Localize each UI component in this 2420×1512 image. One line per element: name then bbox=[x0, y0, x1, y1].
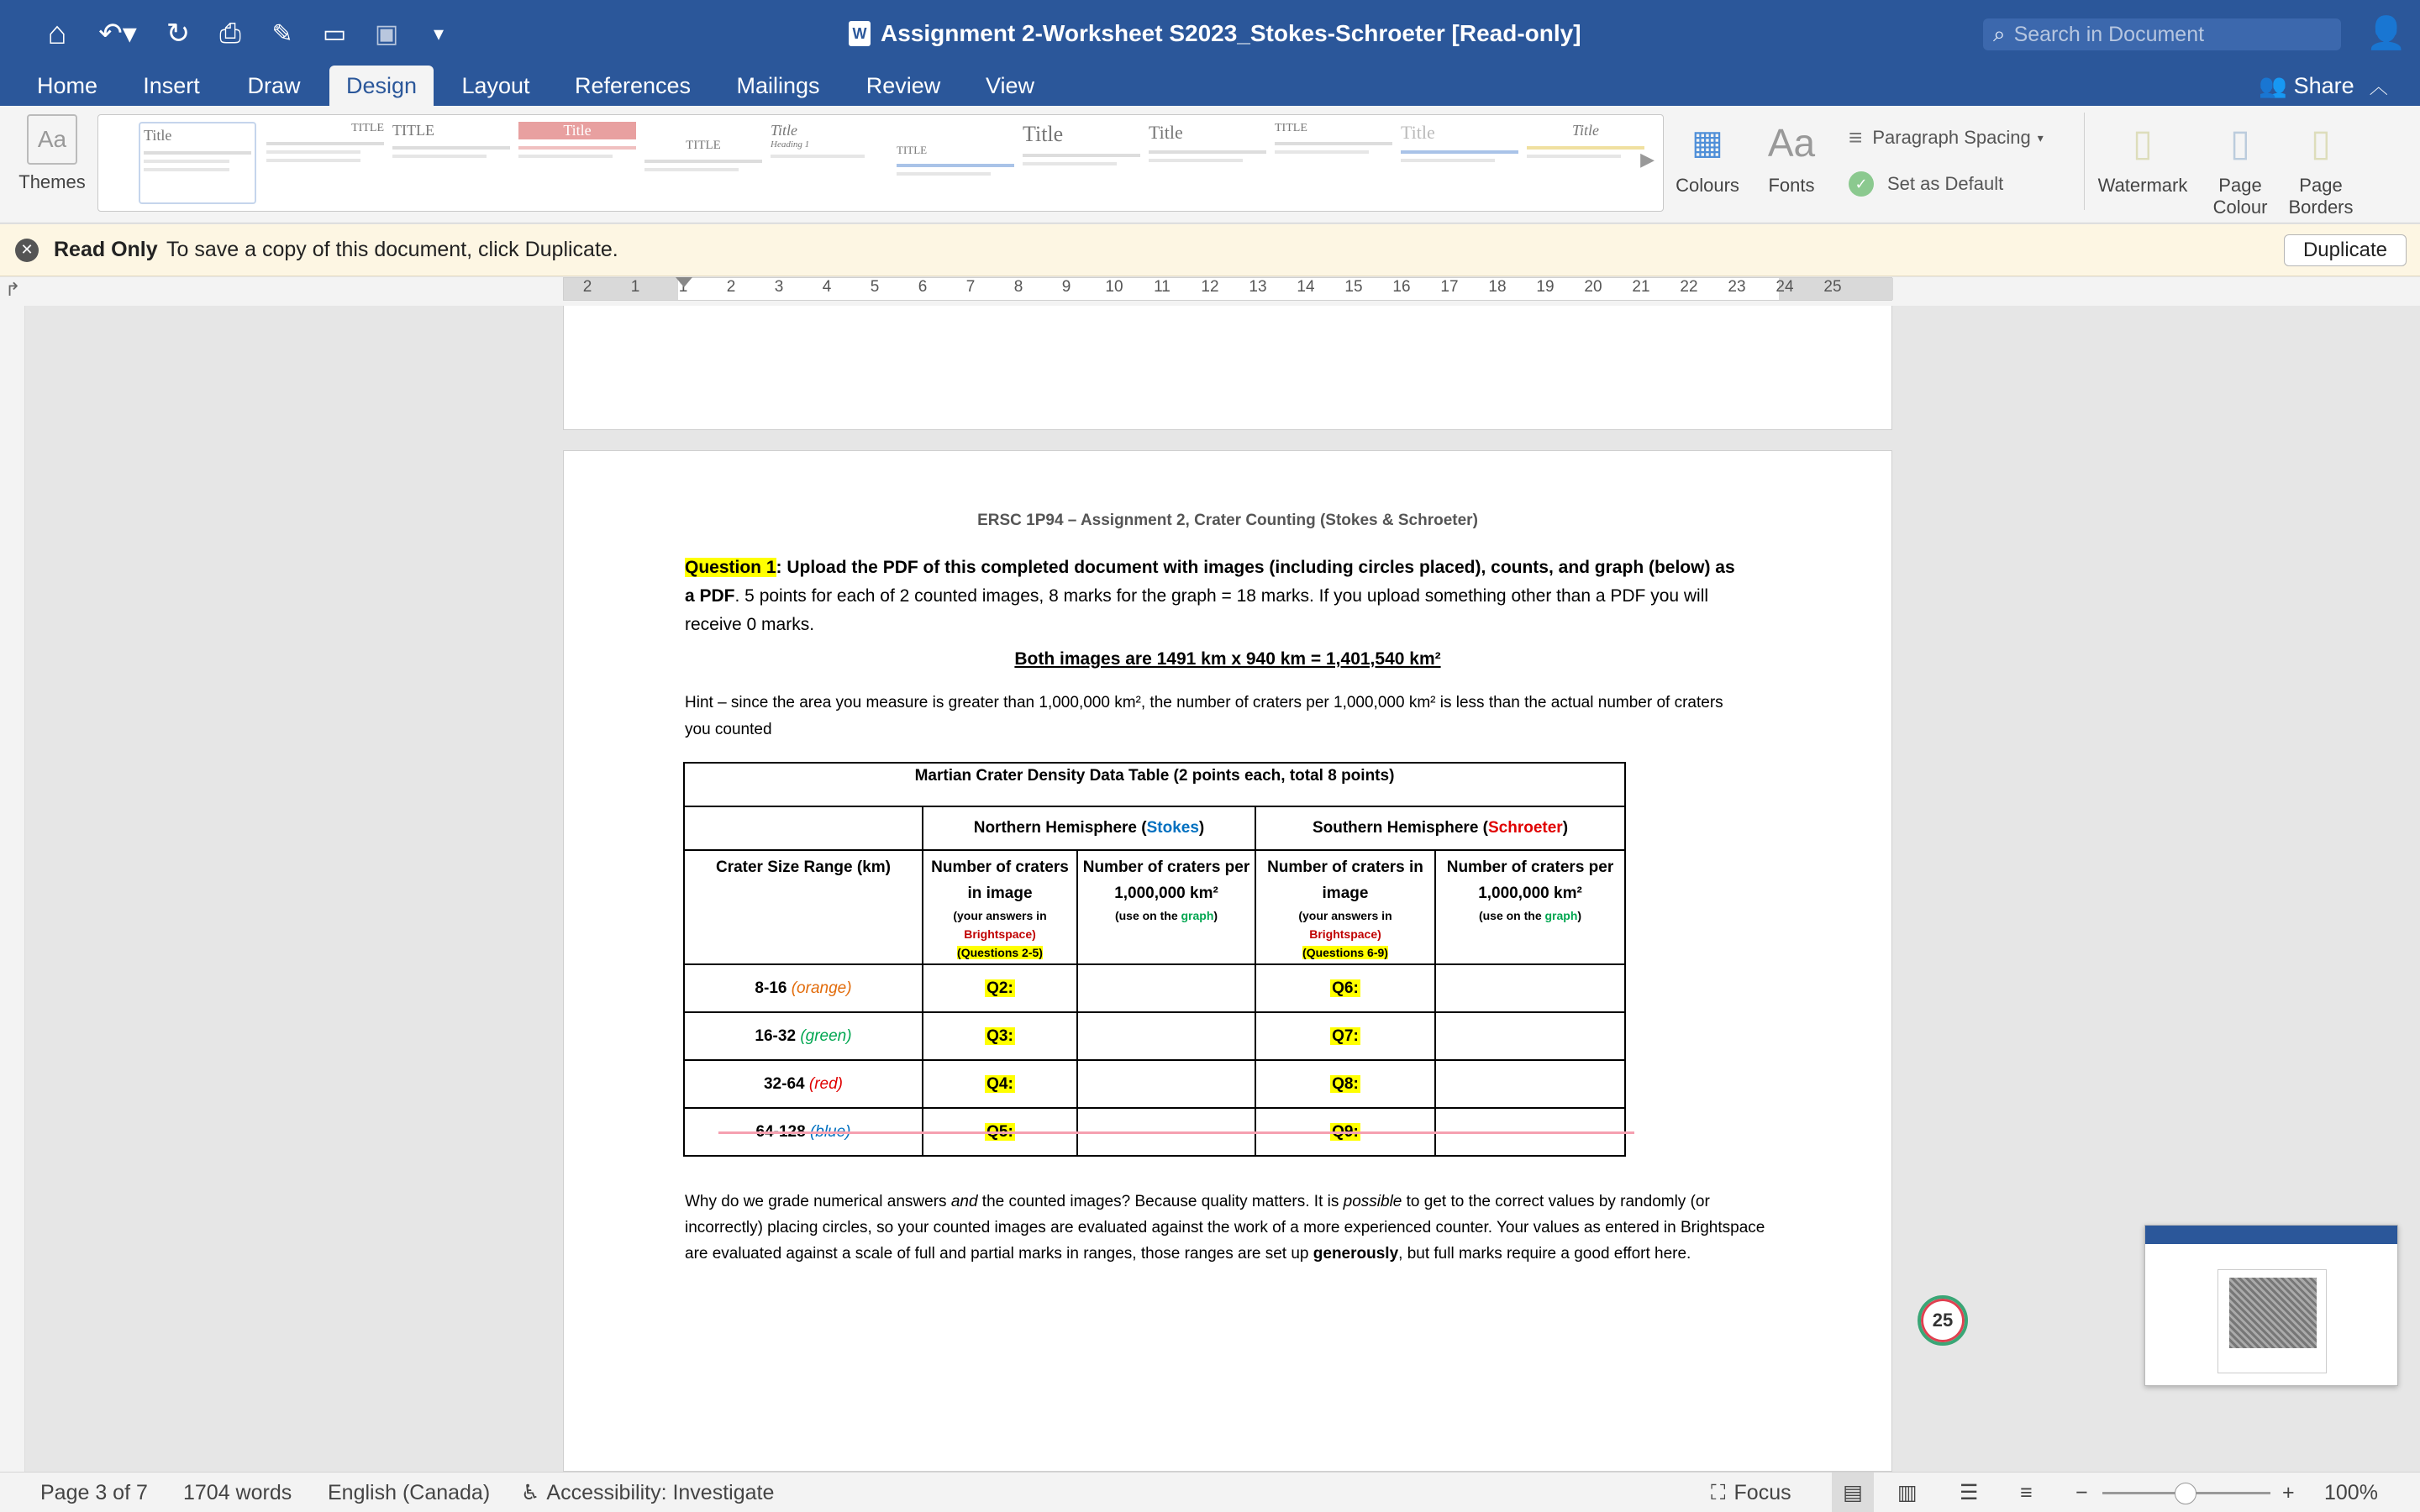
document-title: W Assignment 2-Worksheet S2023_Stokes-Schroeter [Read-only] bbox=[849, 15, 1581, 52]
ruler-number: 3 bbox=[774, 278, 784, 296]
fonts-icon: Aa bbox=[1767, 121, 1816, 165]
design-ribbon bbox=[0, 106, 2420, 223]
ruler-number: 24 bbox=[1776, 278, 1794, 296]
paragraph-spacing-icon: ≡ bbox=[1849, 124, 1863, 150]
style-set-1[interactable]: Title bbox=[139, 122, 256, 204]
web-layout-view-icon[interactable]: ▥ bbox=[1897, 1481, 1918, 1504]
style-set-11[interactable]: Title bbox=[1401, 122, 1518, 204]
ribbon-tabs bbox=[0, 66, 2420, 106]
word-count[interactable]: 1704 words bbox=[183, 1480, 292, 1504]
edit-document-icon[interactable]: ✎ bbox=[271, 19, 293, 48]
duplicate-button[interactable]: Duplicate bbox=[2284, 234, 2407, 266]
ruler-left-margin bbox=[564, 278, 678, 300]
ruler-number: 6 bbox=[918, 278, 928, 296]
south-count-cell[interactable]: Q8: bbox=[1255, 1060, 1435, 1108]
watermark-icon: ▯ bbox=[2132, 122, 2154, 164]
question-1-label: Question 1 bbox=[685, 558, 776, 577]
hint-text: Hint – since the area you measure is greater than 1,000,000 km², the number of craters per 1,000,000 km² is less than the actual number of craters you counted bbox=[685, 694, 1723, 738]
accessibility-icon: ♿ bbox=[521, 1481, 540, 1504]
zoom-out-icon[interactable]: − bbox=[2075, 1480, 2088, 1504]
document-page[interactable] bbox=[563, 450, 1892, 1472]
left-rail bbox=[0, 306, 25, 1472]
ruler-number: 13 bbox=[1249, 278, 1267, 296]
table-caption: Martian Crater Density Data Table (2 points each, total 8 points) bbox=[684, 763, 1625, 806]
tab-design[interactable]: Design bbox=[329, 66, 434, 106]
focus-icon: ⛶ bbox=[1711, 1480, 1726, 1504]
ruler-number: 4 bbox=[822, 278, 832, 296]
search-input[interactable]: ⌕ Search in Document bbox=[1983, 18, 2341, 50]
south-count-cell[interactable]: Q7: bbox=[1255, 1012, 1435, 1060]
south-density-cell[interactable] bbox=[1435, 1012, 1625, 1060]
colours-icon: ▦ bbox=[1691, 124, 1723, 161]
page-count[interactable]: Page 3 of 7 bbox=[40, 1480, 148, 1504]
table-row bbox=[684, 1060, 1625, 1108]
collapse-ribbon-icon[interactable]: ︿ bbox=[2369, 76, 2388, 97]
language-indicator[interactable]: English (Canada) bbox=[328, 1480, 491, 1504]
word-document-icon: W bbox=[849, 21, 871, 46]
ruler-number: 10 bbox=[1105, 278, 1123, 296]
south-density-cell[interactable] bbox=[1435, 1060, 1625, 1108]
image-dimensions: Both images are 1491 km x 940 km = 1,401,540 km² bbox=[1014, 649, 1441, 669]
style-set-10[interactable]: TITLE bbox=[1275, 122, 1392, 204]
page-colour-button[interactable]: ▯ Page Colour bbox=[2198, 118, 2282, 218]
chevron-down-icon: ▾ bbox=[2037, 130, 2044, 144]
ruler-number: 2 bbox=[582, 278, 592, 296]
outline-view-icon[interactable]: ☰ bbox=[1960, 1481, 1979, 1504]
thumbnail-crater-image bbox=[2229, 1278, 2317, 1348]
colours-button[interactable]: ▦ Colours bbox=[1672, 118, 1743, 197]
ruler-number: 11 bbox=[1154, 278, 1171, 296]
col-header-north-count: Number of craters in image (your answers in Brightspace) (Questions 2-5) bbox=[923, 850, 1077, 964]
first-line-indent-marker[interactable] bbox=[676, 277, 692, 287]
page-borders-button[interactable]: ▯ Page Borders bbox=[2279, 118, 2363, 218]
themes-icon: Aa bbox=[27, 114, 77, 165]
size-range-cell: 8-16 (orange) bbox=[684, 964, 923, 1012]
user-account-icon[interactable]: 👤 bbox=[2366, 16, 2407, 51]
ruler-number: 2 bbox=[726, 278, 736, 296]
tab-view[interactable]: View bbox=[985, 72, 1035, 98]
ribbon-separator bbox=[2084, 113, 2085, 210]
north-count-cell[interactable]: Q4: bbox=[923, 1060, 1077, 1108]
crater-density-table bbox=[683, 762, 1626, 1157]
ruler-number: 17 bbox=[1440, 278, 1459, 296]
tab-mailings[interactable]: Mailings bbox=[736, 72, 820, 98]
ruler-number: 20 bbox=[1584, 278, 1602, 296]
share-button[interactable]: 👥 Share ︿ bbox=[2259, 72, 2388, 98]
col-header-south-count: Number of craters in image (your answers in Brightspace) (Questions 6-9) bbox=[1255, 850, 1435, 964]
ruler-number: 8 bbox=[1013, 278, 1023, 296]
size-range-cell: 32-64 (red) bbox=[684, 1060, 923, 1108]
close-icon[interactable]: ✕ bbox=[15, 239, 39, 262]
watermark-button[interactable]: ▯ Watermark bbox=[2092, 118, 2193, 197]
style-set-3[interactable]: TITLE bbox=[392, 122, 510, 204]
ruler-number: 5 bbox=[870, 278, 880, 296]
ruler-number: 1 bbox=[678, 278, 688, 296]
table-header-blank bbox=[684, 806, 923, 850]
style-set-7[interactable]: TITLE bbox=[897, 122, 1014, 204]
ruler-number: 1 bbox=[630, 278, 640, 296]
tab-insert[interactable]: Insert bbox=[143, 72, 200, 98]
col-header-south-density: Number of craters per 1,000,000 km² (use on the graph) bbox=[1435, 850, 1625, 964]
thumbnail-titlebar bbox=[2145, 1226, 2397, 1244]
print-layout-view-icon[interactable]: ▤ bbox=[1832, 1473, 1874, 1512]
question-1 bbox=[685, 554, 1744, 639]
north-count-cell[interactable]: Q2: bbox=[923, 964, 1077, 1012]
page-colour-icon: ▯ bbox=[2229, 122, 2251, 164]
focus-mode-button[interactable]: ⛶ Focus bbox=[1711, 1480, 1791, 1504]
ruler-number: 22 bbox=[1680, 278, 1698, 296]
ruler-number: 7 bbox=[965, 278, 976, 296]
share-icon: 👥 bbox=[2259, 73, 2287, 98]
horizontal-ruler[interactable] bbox=[563, 277, 1892, 301]
undo-icon[interactable]: ↶▾ bbox=[98, 18, 137, 50]
ruler-number: 21 bbox=[1632, 278, 1650, 296]
ruler-number: 16 bbox=[1392, 278, 1411, 296]
northern-hemisphere-header: Northern Hemisphere (Stokes) bbox=[923, 806, 1255, 850]
previous-page bbox=[563, 306, 1892, 430]
table-row bbox=[684, 964, 1625, 1012]
ruler-number: 23 bbox=[1728, 278, 1746, 296]
zoom-slider-thumb[interactable] bbox=[2175, 1483, 2196, 1504]
south-density-cell[interactable] bbox=[1435, 964, 1625, 1012]
accessibility-checker[interactable]: ♿ Accessibility: Investigate bbox=[521, 1480, 775, 1504]
set-as-default-button[interactable]: ✓ Set as Default bbox=[1849, 171, 2003, 197]
question-1-text: . 5 points for each of 2 counted images, 8 marks for the graph = 18 marks. If you upload something other than a PDF you will receive 0 marks. bbox=[685, 586, 1709, 634]
north-density-cell[interactable] bbox=[1077, 964, 1255, 1012]
notification-count-badge[interactable]: 25 bbox=[1918, 1295, 1968, 1346]
question-1-bold: : Upload the PDF of this completed document with images (including circles placed), counts, and graph (below) as a PDF bbox=[685, 558, 1735, 606]
col-header-size-range: Crater Size Range (km) bbox=[684, 850, 923, 964]
style-set-gallery bbox=[97, 114, 1664, 212]
print-icon[interactable]: ⎙ bbox=[219, 18, 241, 48]
north-count-cell[interactable]: Q3: bbox=[923, 1012, 1077, 1060]
size-range-cell: 16-32 (green) bbox=[684, 1012, 923, 1060]
page-header: ERSC 1P94 – Assignment 2, Crater Counting (Stokes & Schroeter) bbox=[977, 512, 1478, 529]
col-header-north-density: Number of craters per 1,000,000 km² (use on the graph) bbox=[1077, 850, 1255, 964]
themes-button[interactable]: Aa Themes bbox=[10, 114, 94, 193]
style-set-5[interactable]: TITLE bbox=[644, 122, 762, 204]
form-icon[interactable]: ▭ bbox=[322, 19, 347, 48]
southern-hemisphere-header: Southern Hemisphere (Schroeter) bbox=[1255, 806, 1625, 850]
tab-stop-icon[interactable]: ↱ bbox=[5, 279, 21, 300]
style-set-8[interactable]: Title bbox=[1023, 122, 1140, 204]
page-borders-icon: ▯ bbox=[2310, 122, 2332, 164]
title-bar bbox=[0, 0, 2420, 106]
south-count-cell[interactable]: Q6: bbox=[1255, 964, 1435, 1012]
paragraph-spacing-button[interactable]: ≡ Paragraph Spacing ▾ bbox=[1849, 124, 2044, 150]
window-thumbnail-preview[interactable] bbox=[2144, 1225, 2398, 1386]
save-icon[interactable]: ▣ bbox=[374, 19, 399, 48]
ruler-number: 14 bbox=[1297, 278, 1315, 296]
zoom-level[interactable]: 100% bbox=[2324, 1480, 2378, 1504]
ruler-number: 9 bbox=[1061, 278, 1071, 296]
status-bar bbox=[0, 1472, 2420, 1512]
table-row bbox=[684, 1012, 1625, 1060]
tab-layout[interactable]: Layout bbox=[461, 72, 530, 98]
home-icon[interactable]: ⌂ bbox=[47, 15, 67, 51]
tab-draw[interactable]: Draw bbox=[247, 72, 301, 98]
ruler-number: 15 bbox=[1344, 278, 1363, 296]
zoom-in-icon[interactable]: + bbox=[2282, 1480, 2295, 1504]
checkmark-icon: ✓ bbox=[1849, 171, 1874, 197]
style-set-9[interactable]: Title bbox=[1149, 122, 1266, 204]
draft-view-icon[interactable]: ≡ bbox=[2020, 1480, 2033, 1504]
north-density-cell[interactable] bbox=[1077, 1060, 1255, 1108]
style-set-12[interactable]: Title bbox=[1527, 122, 1644, 204]
fonts-button[interactable]: Aa Fonts bbox=[1756, 118, 1827, 197]
read-only-notification: ✕ Read Only To save a copy of this document, click Duplicate. Duplicate bbox=[0, 224, 2420, 276]
grading-explanation: Why do we grade numerical answers and the counted images? Because quality matters. It is possible to get to the correct values by randomly (or incorrectly) placing circles, so your counted images are evaluated against the work of a more experienced counter. Your values as entered in Brightspace are evaluated against a scale of full and partial marks in ranges, those ranges are set up generously, but full marks require a good effort here. bbox=[685, 1193, 1765, 1263]
ruler-number: 19 bbox=[1536, 278, 1555, 296]
search-icon: ⌕ bbox=[1993, 21, 2006, 46]
ruler-number: 12 bbox=[1201, 278, 1219, 296]
ruler-number: 25 bbox=[1823, 278, 1842, 296]
tab-references[interactable]: References bbox=[574, 72, 692, 98]
customize-toolbar-icon[interactable]: ▾ bbox=[433, 22, 445, 45]
gallery-more-icon[interactable]: ▶ bbox=[1640, 149, 1655, 170]
style-set-6[interactable]: Title Heading 1 bbox=[771, 122, 888, 204]
tab-home[interactable]: Home bbox=[36, 72, 98, 98]
ruler-number: 18 bbox=[1488, 278, 1507, 296]
style-set-4[interactable]: Title bbox=[518, 122, 636, 204]
redo-icon[interactable]: ↻ bbox=[166, 18, 191, 50]
style-set-2[interactable]: TITLE bbox=[266, 122, 384, 204]
tracked-change-line bbox=[718, 1131, 1634, 1134]
tab-review[interactable]: Review bbox=[865, 72, 941, 98]
north-density-cell[interactable] bbox=[1077, 1012, 1255, 1060]
